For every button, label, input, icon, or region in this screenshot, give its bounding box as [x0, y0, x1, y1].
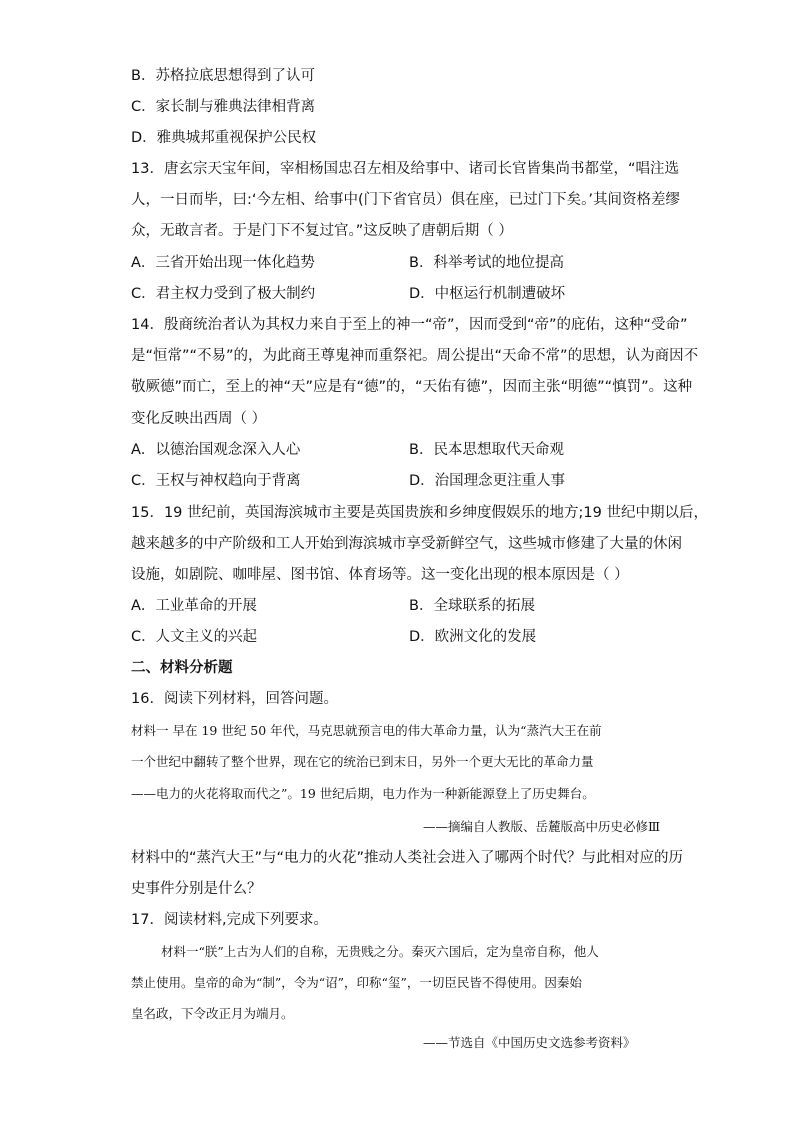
q17-source: ——节选自《中国历史文选参考资料》	[423, 1035, 636, 1050]
q14-option-c: C．王权与神权趋向于背离	[131, 473, 301, 489]
q15-option-d: D．欧洲文化的发展	[409, 629, 537, 645]
q13-stem-line-3: 众，无敢言者。于是门下不复过官。”这反映了唐朝后期（ ）	[131, 223, 513, 239]
q13-option-b: B．科举考试的地位提高	[409, 255, 564, 271]
q12-option-c: C．家长制与雅典法律相背离	[131, 99, 316, 115]
q16-material-line-3: ——电力的火花将取而代之”。19 世纪后期，电力作为一种新能源登上了历史舞台。	[131, 786, 595, 801]
q13-option-a: A．三省开始出现一体化趋势	[131, 255, 315, 271]
q14-stem-line-3: 敬厥德”而亡，至上的神“天”应是有“德”的，“天佑有德”，因而主张“明德”“慎罚”。这种	[131, 379, 693, 395]
q14-stem-line-4: 变化反映出西周（ ）	[131, 411, 267, 427]
q14-stem-line-1: 14．殷商统治者认为其权力来自于至上的神一“帝”，因而受到“帝”的庇佑，这种“受命”	[131, 317, 688, 333]
q13-option-c: C．君主权力受到了极大制约	[131, 286, 316, 302]
q17-material-line-1: 材料一“朕”上古为人们的自称，无贵贱之分。秦灭六国后，定为皇帝自称，他人	[161, 944, 599, 959]
q17-material-line-3: 皇名政，下令改正月为端月。	[131, 1006, 294, 1021]
q16-question-line-1: 材料中的“蒸汽大王”与“电力的火花”推动人类社会进入了哪两个时代？与此相对应的历	[131, 850, 684, 866]
q16-prompt: 16．阅读下列材料，回答问题。	[131, 691, 338, 707]
q12-option-b: B．苏格拉底思想得到了认可	[131, 68, 315, 84]
q13-option-d: D．中枢运行机制遭破坏	[409, 286, 566, 302]
q17-prompt: 17．阅读材料,完成下列要求。	[131, 912, 329, 928]
q15-stem-line-3: 设施，如剧院、咖啡屋、图书馆、体育场等。这一变化出现的根本原因是（ ）	[131, 567, 629, 583]
q13-stem-line-2: 人，一日而毕，曰:‘今左相、给事中(门下省官员）俱在座，已过门下矣。’其间资格差缪	[131, 192, 681, 208]
q16-source: ——摘编自人教版、岳麓版高中历史必修Ⅲ	[423, 819, 661, 834]
q14-option-a: A．以德治国观念深入人心	[131, 442, 301, 458]
q15-option-b: B．全球联系的拓展	[409, 598, 535, 614]
q14-stem-line-2: 是“恒常”“不易”的，为此商王尊鬼神而重祭祀。周公提出“天命不常”的思想，认为商因不	[131, 348, 699, 364]
q16-material-line-2: 一个世纪中翻转了整个世界，现在它的统治已到末日，另外一个更大无比的革命力量	[131, 754, 594, 769]
q15-option-a: A．工业革命的开展	[131, 598, 257, 614]
q15-option-c: C．人文主义的兴起	[131, 629, 258, 645]
q17-material-line-2: 禁止使用。皇帝的命为“制”，令为“诏”，印称“玺”，一切臣民皆不得使用。因秦始	[131, 975, 582, 990]
q16-question-line-2: 史事件分别是什么？	[131, 881, 262, 897]
q13-stem-line-1: 13．唐玄宗天宝年间，宰相杨国忠召左相及给事中、诸司长官皆集尚书都堂，“唱注选	[131, 161, 679, 177]
section-2-heading: 二、材料分析题	[131, 660, 233, 676]
q12-option-d: D．雅典城邦重视保护公民权	[131, 130, 317, 146]
q14-option-b: B．民本思想取代天命观	[409, 442, 564, 458]
q15-stem-line-1: 15．19 世纪前，英国海滨城市主要是英国贵族和乡绅度假娱乐的地方;19 世纪中期以后，	[131, 505, 708, 521]
q14-option-d: D．治国理念更注重人事	[409, 473, 566, 489]
q16-material-line-1: 材料一 早在 19 世纪 50 年代，马克思就预言电的伟大革命力量，认为“蒸汽大王在前	[131, 723, 602, 738]
q15-stem-line-2: 越来越多的中产阶级和工人开始到海滨城市享受新鲜空气，这些城市修建了大量的休闲	[131, 536, 682, 552]
